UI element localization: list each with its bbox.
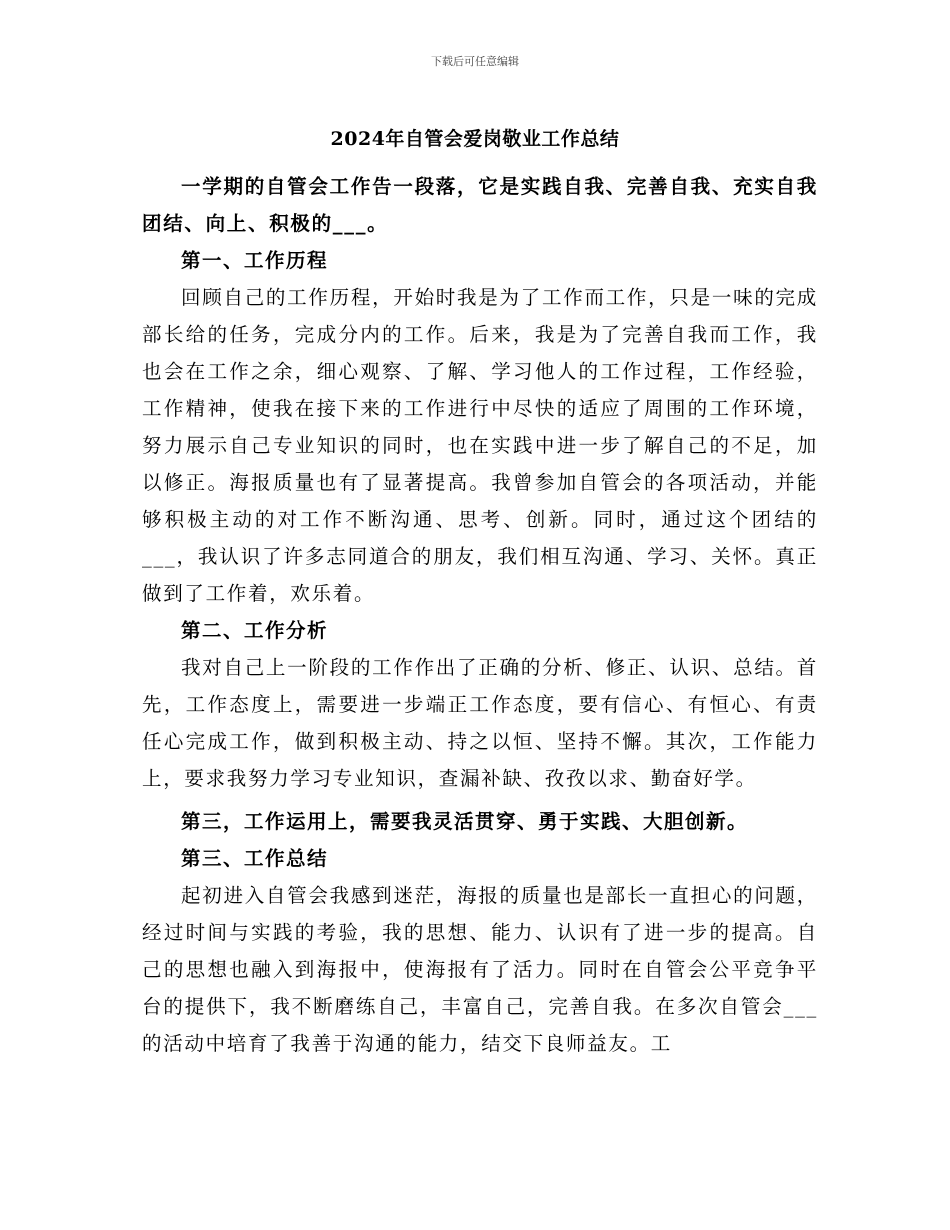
section3b-paragraph: 起初进入自管会我感到迷茫，海报的质量也是部长一直担心的问题，经过时间与实践的考验，我的思想、能力、认识有了进一步的提高。自己的思想也融入到海报中，使海报有了活力。同时在自管会公平竞争平台的提供下，我不断磨练自己，丰富自己，完善自我。在多次自管会___的活动中培育了我善于沟通的能力，结交下良师益友。工 [142, 884, 818, 1055]
section1-heading: 第一、工作历程 [181, 249, 329, 272]
section2-paragraph: 我对自己上一阶段的工作作出了正确的分析、修正、认识、总结。首先，工作态度上，需要进一步端正工作态度，要有信心、有恒心、有责任心完成工作，做到积极主动、持之以恒、坚持不懈。其次，工作能力上，要求我努力学习专业知识，查漏补缺、孜孜以求、勤奋好学。 [142, 656, 818, 790]
section3b-heading: 第三、工作总结 [181, 847, 329, 870]
section1-paragraph: 回顾自己的工作历程，开始时我是为了工作而工作，只是一味的完成部长给的任务，完成分内的工作。后来，我是为了完善自我而工作，我也会在工作之余，细心观察、了解、学习他人的工作过程，工作经验，工作精神，使我在接下来的工作进行中尽快的适应了周围的工作环境，努力展示自己专业知识的同时，也在实践中进一步了解自己的不足，加以修正。海报质量也有了显著提高。我曾参加自管会的各项活动，并能够积极主动的对工作不断沟通、思考、创新。同时，通过这个团结的___，我认识了许多志同道合的朋友，我们相互沟通、学习、关怀。真正做到了工作着，欢乐着。 [142, 286, 818, 605]
document-body [142, 168, 818, 1062]
section2-heading: 第二、工作分析 [181, 619, 329, 642]
intro-paragraph: 一学期的自管会工作告一段落，它是实践自我、完善自我、充实自我团结、向上、积极的___。 [142, 175, 818, 235]
section3a-heading: 第三，工作运用上，需要我灵活贯穿、勇于实践、大胆创新。 [181, 810, 749, 833]
document-title: 2024年自管会爱岗敬业工作总结 [330, 128, 620, 150]
header-note: 下载后可任意编辑 [431, 55, 519, 68]
